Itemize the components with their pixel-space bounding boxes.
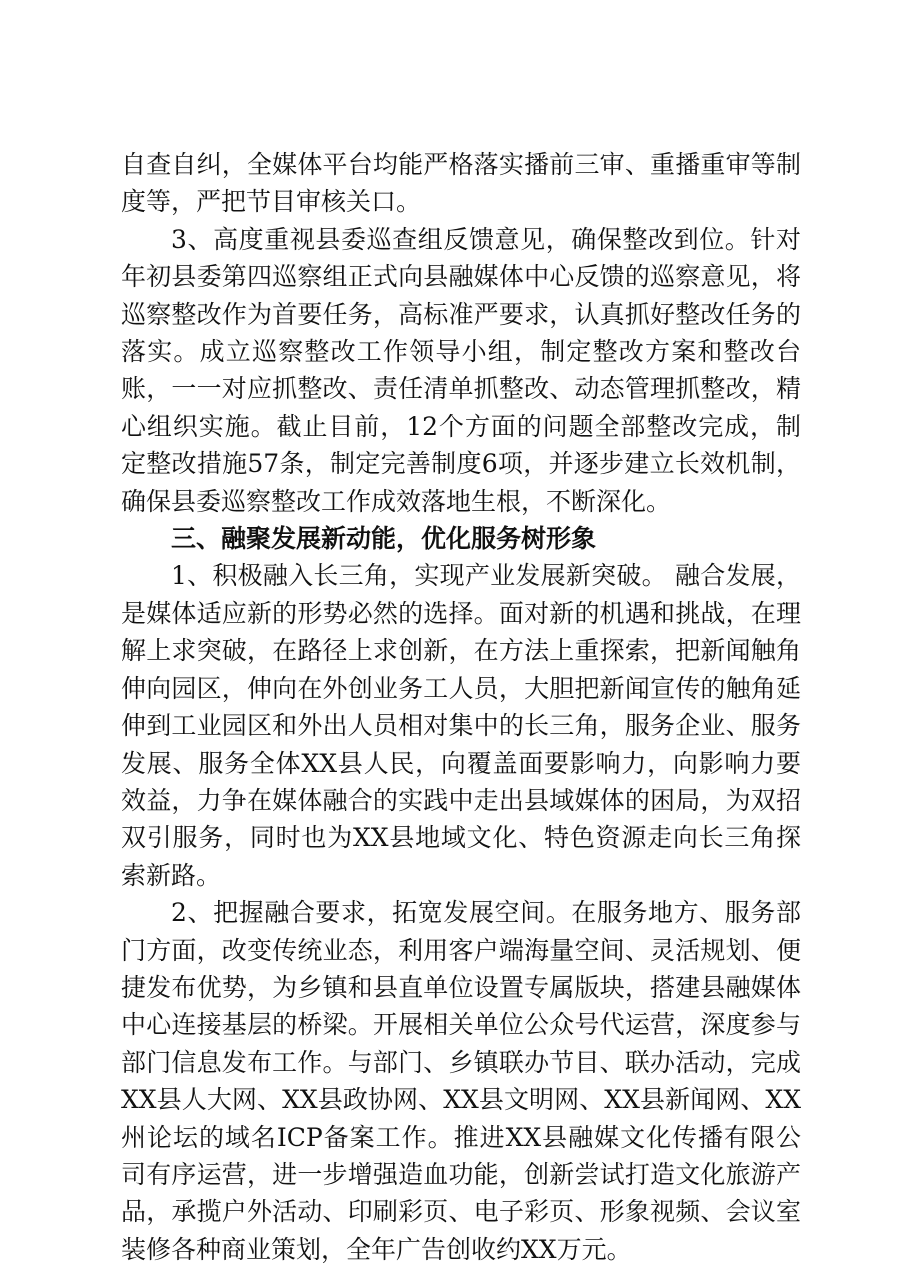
paragraph-continuation: 自查自纠，全媒体平台均能严格落实播前三审、重播重审等制度等，严把节目审核关口。 xyxy=(121,150,801,217)
paragraph-development-space: 2、把握融合要求，拓宽发展空间。在服务地方、服务部门方面，改变传统业态，利用客户端海量空间、灵活规划、便捷发布优势，为乡镇和县直单位设置专属版块，搭建县融媒体中心连接基层的桥梁。开展相关单位公众号代运营，深度参与部门信息发布工作。与部门、乡镇联办节目、联办活动，完成XX县人大网、XX县政协网、XX县文明网、XX县新闻网、XX州论坛的域名ICP备案工作。推进XX县融媒文化传播有限公司有序运营，进一步增强造血功能，创新尝试打造文化旅游产品，承揽户外活动、印刷彩页、电子彩页、形象视频、会议室装修各种商业策划，全年广告创收约XX万元。 xyxy=(121,898,801,1264)
section-heading: 三、融聚发展新动能，优化服务树形象 xyxy=(171,524,597,554)
paragraph-inspection-rectification: 3、高度重视县委巡查组反馈意见，确保整改到位。针对年初县委第四巡察组正式向县融媒体中心反馈的巡察意见，将巡察整改作为首要任务，高标准严要求，认真抓好整改任务的落实。成立巡察整改工作领导小组，制定整改方案和整改台账，一一对应抓整改、责任清单抓整改、动态管理抓整改，精心组织实施。截止目前，12个方面的问题全部整改完成，制定整改措施57条，制定完善制度6项，并逐步建立长效机制，确保县委巡察整改工作成效落地生根，不断深化。 xyxy=(121,224,801,516)
paragraph-yangtze-delta: 1、积极融入长三角，实现产业发展新突破。 融合发展，是媒体适应新的形势必然的选择。面对新的机遇和挑战，在理解上求突破，在路径上求创新，在方法上重探索，把新闻触角伸向园区，伸向在外创业务工人员，大胆把新闻宣传的触角延伸到工业园区和外出人员相对集中的长三角，服务企业、服务发展、服务全体XX县人民，向覆盖面要影响力，向影响力要效益，力争在媒体融合的实践中走出县域媒体的困局，为双招双引服务，同时也为XX县地域文化、特色资源走向长三角探索新路。 xyxy=(121,561,801,890)
document-body xyxy=(121,146,801,1268)
